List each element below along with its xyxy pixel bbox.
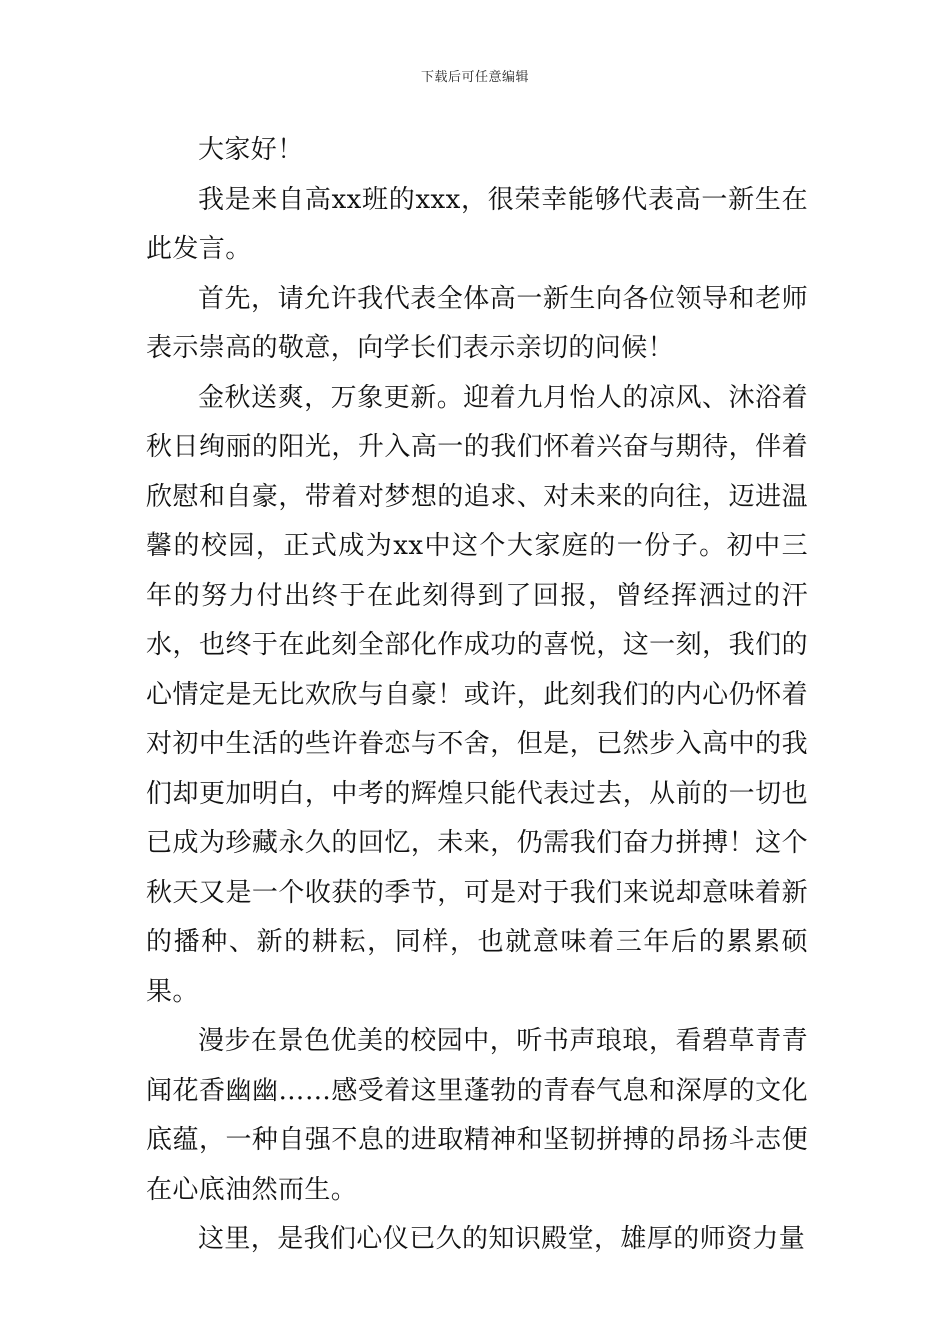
paragraph-campus: 漫步在景色优美的校园中，听书声琅琅，看碧草青青闻花香幽幽……感受着这里蓬勃的青春气息和深厚的文化底蕴，一种自强不息的进取精神和坚韧拼搏的昂扬斗志便在心底油然而生。 (146, 1026, 808, 1205)
speech-body (146, 126, 808, 1265)
paragraph-knowledge-hall: 这里，是我们心仪已久的知识殿堂，雄厚的师资力量 (198, 1224, 806, 1254)
paragraph-introduction: 我是来自高xx班的xxx，很荣幸能够代表高一新生在此发言。 (146, 184, 808, 264)
paragraph-greeting: 大家好！ (198, 135, 304, 165)
header-note: 下载后可任意编辑 (420, 70, 529, 85)
paragraph-autumn: 金秋送爽，万象更新。迎着九月怡人的凉风、沐浴着秋日绚丽的阳光，升入高一的我们怀着兴奋与期待，伴着欣慰和自豪，带着对梦想的追求、对未来的向往，迈进温馨的校园，正式成为xx中这个大家庭的一份子。初中三年的努力付出终于在此刻得到了回报，曾经挥洒过的汗水，也终于在此刻全部化作成功的喜悦，这一刻，我们的心情定是无比欢欣与自豪！或许，此刻我们的内心仍怀着对初中生活的些许眷恋与不舍，但是，已然步入高中的我们却更加明白，中考的辉煌只能代表过去，从前的一切也已成为珍藏永久的回忆，未来，仍需我们奋力拼搏！这个秋天又是一个收获的季节，可是对于我们来说却意味着新的播种、新的耕耘，同样，也就意味着三年后的累累硕果。 (146, 382, 808, 1007)
paragraph-respects: 首先，请允许我代表全体高一新生向各位领导和老师表示崇高的敬意，向学长们表示亲切的问候！ (146, 283, 808, 363)
